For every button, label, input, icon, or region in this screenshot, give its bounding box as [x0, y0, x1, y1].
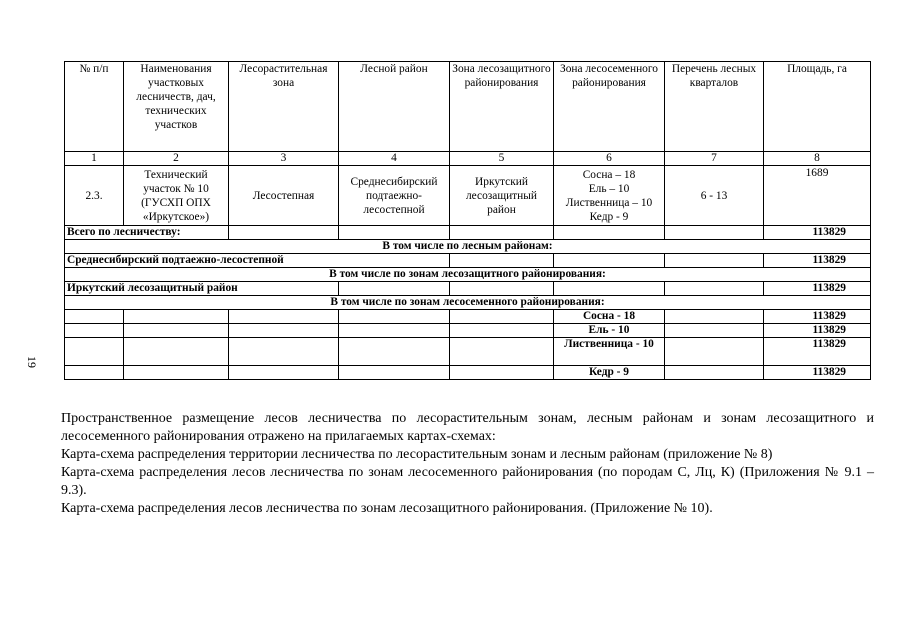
forest-region-cell: Среднесибирский подтаежно-лесостепной: [339, 166, 450, 226]
protection-label: Иркутский лесозащитный район: [65, 282, 339, 296]
empty-cell: [339, 366, 450, 380]
seed-zone-line: Ель – 10: [588, 182, 630, 195]
total-value: 113829: [764, 226, 871, 240]
seed-zone-line: Лиственница – 10: [565, 196, 653, 209]
column-number: 2: [124, 152, 229, 166]
seed-summary-row: [65, 324, 871, 338]
column-number: 6: [554, 152, 665, 166]
empty-cell: [229, 310, 339, 324]
empty-cell: [229, 226, 339, 240]
empty-cell: [124, 324, 229, 338]
seed-label: Лиственница - 10: [554, 338, 665, 366]
empty-cell: [339, 282, 450, 296]
empty-cell: [450, 366, 554, 380]
seed-zone-line: Сосна – 18: [582, 168, 636, 181]
section-heading-row: [65, 240, 871, 254]
forest-region-label: Среднесибирский подтаежно-лесостепной: [65, 254, 450, 268]
empty-cell: [665, 338, 764, 366]
empty-cell: [339, 338, 450, 366]
empty-cell: [65, 324, 124, 338]
column-number: 5: [450, 152, 554, 166]
column-number: 7: [665, 152, 764, 166]
column-numbers-row: [65, 152, 871, 166]
empty-cell: [65, 338, 124, 366]
seed-label: Ель - 10: [554, 324, 665, 338]
header-cell-name: Наименования участковых лесничеств, дач, технических участков: [124, 62, 229, 152]
header-cell-protection-zone: Зона лесозащитного районирования: [450, 62, 554, 152]
quarters-cell: 6 - 13: [665, 166, 764, 226]
header-cell-area: Площадь, га: [764, 62, 871, 152]
column-number: 3: [229, 152, 339, 166]
section-heading-seed: В том числе по зонам лесосеменного районирования:: [65, 296, 871, 310]
total-label: Всего по лесничеству:: [65, 226, 229, 240]
protection-value: 113829: [764, 282, 871, 296]
empty-cell: [665, 310, 764, 324]
empty-cell: [450, 254, 554, 268]
section-heading-row: [65, 296, 871, 310]
seed-summary-row: [65, 310, 871, 324]
header-cell-forest-region: Лесной район: [339, 62, 450, 152]
empty-cell: [339, 324, 450, 338]
empty-cell: [450, 338, 554, 366]
seed-value: 113829: [764, 324, 871, 338]
seed-value: 113829: [764, 338, 871, 366]
row-number-cell: 2.3.: [65, 166, 124, 226]
header-cell-num: № п/п: [65, 62, 124, 152]
paragraph: Карта-схема распределения лесов лесничества по зонам лесосеменного районирования (по породам С, Лц, К) (Приложения № 9.1 – 9.3).: [61, 465, 874, 498]
empty-cell: [229, 366, 339, 380]
empty-cell: [124, 366, 229, 380]
column-number: 1: [65, 152, 124, 166]
empty-cell: [665, 226, 764, 240]
column-number: 8: [764, 152, 871, 166]
empty-cell: [665, 282, 764, 296]
seed-label: Кедр - 9: [554, 366, 665, 380]
empty-cell: [339, 310, 450, 324]
page-number: 19: [25, 356, 39, 368]
empty-cell: [554, 254, 665, 268]
header-cell-seed-zone: Зона лесосеменного районирования: [554, 62, 665, 152]
seed-summary-row: [65, 366, 871, 380]
seed-zone-cell: [554, 166, 665, 226]
paragraph: Карта-схема распределения территории лесничества по лесорастительным зонам и лесным районам (приложение № 8): [61, 447, 773, 462]
paragraph: Пространственное размещение лесов лесничества по лесорастительным зонам, лесным районам и зонам лесозащитного и лесосеменного районирования отражено на прилагаемых картах-схемах:: [61, 411, 874, 444]
empty-cell: [450, 324, 554, 338]
section-heading-protection: В том числе по зонам лесозащитного районирования:: [65, 268, 871, 282]
empty-cell: [229, 324, 339, 338]
area-cell: 1689: [764, 166, 871, 226]
forest-region-value: 113829: [764, 254, 871, 268]
body-text: [61, 410, 874, 518]
section-heading-row: [65, 268, 871, 282]
empty-cell: [450, 282, 554, 296]
seed-zone-line: Кедр - 9: [589, 210, 629, 223]
header-cell-quarters: Перечень лесных кварталов: [665, 62, 764, 152]
protection-summary-row: [65, 282, 871, 296]
column-number: 4: [339, 152, 450, 166]
empty-cell: [124, 338, 229, 366]
empty-cell: [450, 310, 554, 324]
forest-region-summary-row: [65, 254, 871, 268]
seed-value: 113829: [764, 310, 871, 324]
empty-cell: [229, 338, 339, 366]
empty-cell: [450, 226, 554, 240]
empty-cell: [554, 282, 665, 296]
site-name-cell: Технический участок № 10 (ГУСХП ОПХ «Иркутское»): [124, 166, 229, 226]
empty-cell: [665, 254, 764, 268]
header-cell-veg-zone: Лесорастительная зона: [229, 62, 339, 152]
total-row: [65, 226, 871, 240]
table-row: [65, 166, 871, 226]
empty-cell: [665, 324, 764, 338]
seed-label: Сосна - 18: [554, 310, 665, 324]
empty-cell: [665, 366, 764, 380]
protection-zone-cell: Иркутский лесозащитный район: [450, 166, 554, 226]
seed-value: 113829: [764, 366, 871, 380]
table-header-row: [65, 62, 871, 152]
seed-summary-row: [65, 338, 871, 366]
empty-cell: [124, 310, 229, 324]
empty-cell: [339, 226, 450, 240]
forest-distribution-table: [64, 61, 871, 380]
empty-cell: [65, 366, 124, 380]
empty-cell: [65, 310, 124, 324]
veg-zone-cell: Лесостепная: [229, 166, 339, 226]
section-heading-forest-regions: В том числе по лесным районам:: [65, 240, 871, 254]
paragraph: Карта-схема распределения лесов лесничества по зонам лесозащитного районирования. (Приложение № 10).: [61, 501, 713, 516]
empty-cell: [554, 226, 665, 240]
